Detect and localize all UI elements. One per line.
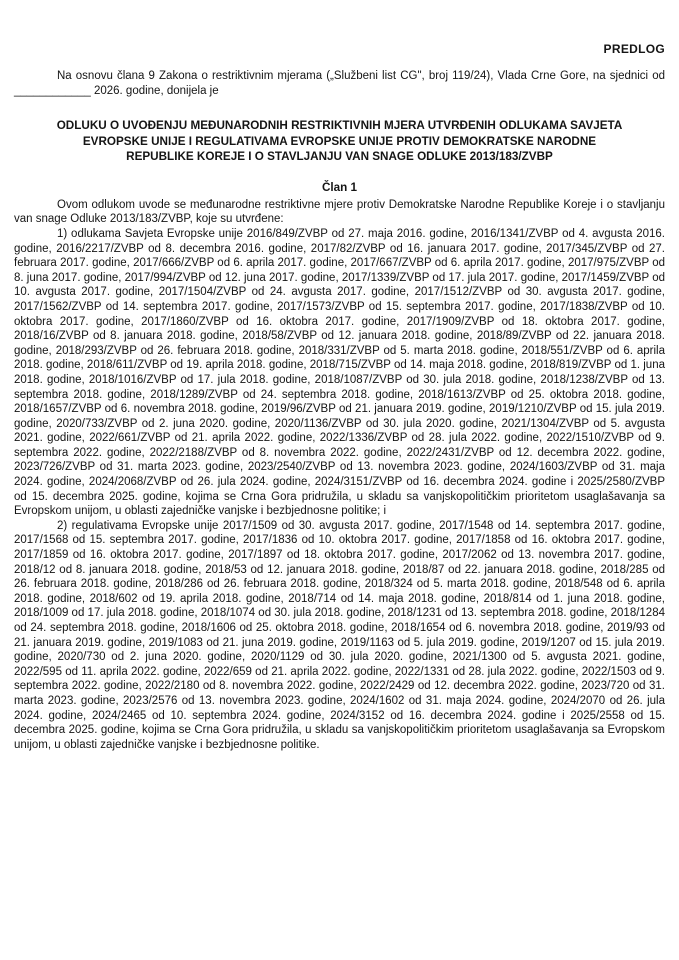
- intro-paragraph: Na osnovu člana 9 Zakona o restriktivnim mjerama („Službeni list CG", broj 119/24), Vlada Crne Gore, na sjednici od ____________ 2026. godine, donijela je: [14, 70, 665, 97]
- lead-paragraph: Ovom odlukom uvode se međunarodne restriktivne mjere protiv Demokratske Narodne Republike Koreje i o stavljanju van snage Odluke 2013/183/ZVBP, koje su utvrđene:: [14, 198, 665, 226]
- document-title-line-2: EVROPSKE UNIJE I REGULATIVAMA EVROPSKE UNIJE PROTIV DEMOKRATSKE NARODNE: [82, 134, 597, 148]
- document-title-line-3: REPUBLIKE KOREJE I O STAVLJANJU VAN SNAGE ODLUKE 2013/183/ZVBP: [126, 150, 553, 164]
- document-tag: PREDLOG: [603, 42, 665, 56]
- item-2-paragraph: 2) regulativama Evropske unije 2017/1509 od 30. avgusta 2017. godine, 2017/1548 od 14. septembra 2017. godine, 2017/1568 od 15. septembra 2017. godine, 2017/1836 od 10. oktobra 2017. godine, 2017/1858 od 16. oktobra 2017. godine, 2017/1859 od 16. oktobra 2017. godine, 2017/1897 od 18. oktobra 2017. godine, 2017/2062 od 13. novembra 2017. godine, 2018/12 od 8. januara 2018. godine, 2018/53 od 12. januara 2018. godine, 2018/87 od 22. januara 2018. godine, 2018/285 od 26. februara 2018. godine, 2018/286 od 26. februara 2018. godine, 2018/324 od 5. marta 2018. godine, 2018/548 od 6. aprila 2018. godine, 2018/602 od 19. aprila 2018. godine, 2018/714 od 14. maja 2018. godine, 2018/814 od 1. juna 2018. godine, 2018/1009 od 17. jula 2018. godine, 2018/1074 od 30. jula 2018. godine, 2018/1231 od 13. septembra 2018. godine, 2018/1284 od 24. septembra 2018. godine, 2018/1606 od 25. oktobra 2018. godine, 2018/1654 od 6. novembra 2018. godine, 2019/93 od 21. januara 2019. godine, 2019/1083 od 21. juna 2019. godine, 2019/1163 od 5. jula 2019. godine, 2019/1207 od 15. jula 2019. godine, 2020/730 od 2. juna 2020. godine, 2020/1129 od 30. jula 2020. godine, 2021/1300 od 5. avgusta 2021. godine, 2022/595 od 11. aprila 2022. godine, 2022/659 od 21. aprila 2022. godine, 2022/1331 od 28. jula 2022. godine, 2022/1503 od 9. septembra 2022. godine, 2022/2180 od 8. novembra 2022. godine, 2022/2429 od 12. decembra 2022. godine, 2023/720 od 31. marta 2023. godine, 2023/2576 od 13. novembra 2023. godine, 2024/1602 od 31. maja 2024. godine, 2024/2070 od 26. jula 2024. godine, 2024/2465 od 10. septembra 2024. godine, 2024/3152 od 16. decembra 2024. godine i 2025/2558 od 15. decembra 2025. godine, kojima se Crna Gora pridružila, u skladu sa vanjskopolitičkim prioritetom usaglašavanja sa Evropskom unijom, u oblasti zajedničke vanjske i bezbjednosne politike.: [14, 519, 665, 751]
- article-heading: Član 1: [321, 180, 358, 194]
- item-1-paragraph: 1) odlukama Savjeta Evropske unije 2016/849/ZVBP od 27. maja 2016. godine, 2016/1341/ZVBP od 4. avgusta 2016. godine, 2016/2217/ZVBP od 8. decembra 2016. godine, 2017/82/ZVBP od 16. januara 2017. godine, 2017/345/ZVBP od 27. februara 2017. godine, 2017/666/ZVBP od 6. aprila 2017. godine, 2017/667/ZVBP od 6. aprila 2017. godine, 2017/975/ZVBP od 8. juna 2017. godine, 2017/994/ZVBP od 12. juna 2017. godine, 2017/1339/ZVBP od 17. jula 2017. godine, 2017/1459/ZVBP od 10. avgusta 2017. godine, 2017/1504/ZVBP od 24. avgusta 2017. godine, 2017/1512/ZVBP od 30. avgusta 2017. godine, 2017/1562/ZVBP od 14. septembra 2017. godine, 2017/1573/ZVBP od 15. septembra 2017. godine, 2017/1838/ZVBP od 10. oktobra 2017. godine, 2017/1860/ZVBP od 16. oktobra 2017. godine, 2017/1909/ZVBP od 18. oktobra 2017. godine, 2018/16/ZVBP od 8. januara 2018. godine, 2018/58/ZVBP od 12. januara 2018. godine, 2018/89/ZVBP od 22. januara 2018. godine, 2018/293/ZVBP od 26. februara 2018. godine, 2018/331/ZVBP od 5. marta 2018. godine, 2018/551/ZVBP od 6. aprila 2018. godine, 2018/611/ZVBP od 19. aprila 2018. godine, 2018/715/ZVBP od 14. maja 2018. godine, 2018/819/ZVBP od 1. juna 2018. godine, 2018/1016/ZVBP od 17. jula 2018. godine, 2018/1087/ZVBP od 30. jula 2018. godine, 2018/1238/ZVBP od 13. septembra 2018. godine, 2018/1289/ZVBP od 24. septembra 2018. godine, 2018/1613/ZVBP od 25. oktobra 2018. godine, 2018/1657/ZVBP od 6. novembra 2018. godine, 2019/96/ZVBP od 21. januara 2019. godine, 2019/1210/ZVBP od 15. jula 2019. godine, 2020/733/ZVBP od 2. juna 2020. godine, 2020/1136/ZVBP od 30. jula 2020. godine, 2021/1304/ZVBP od 5. avgusta 2021. godine, 2022/661/ZVBP od 21. aprila 2022. godine, 2022/1336/ZVBP od 28. jula 2022. godine, 2022/1510/ZVBP od 9. septembra 2022. godine, 2022/2188/ZVBP od 8. novembra 2022. godine, 2022/2431/ZVBP od 12. decembra 2022. godine, 2023/726/ZVBP od 31. marta 2023. godine, 2023/2540/ZVBP od 13. novembra 2023. godine, 2024/1603/ZVBP od 31. maja 2024. godine, 2024/2068/ZVBP od 26. jula 2024. godine, 2024/3151/ZVBP od 16. decembra 2024. godine i 2025/2580/ZVBP od 15. decembra 2025. godine, kojima se Crna Gora pridružila, u skladu sa vanjskopolitičkim prioritetom usaglašavanja sa Evropskom unijom, u oblasti zajedničke vanjske i bezbjednosne politike; i: [14, 227, 665, 518]
- document-title-line-1: ODLUKU O UVOĐENJU MEĐUNARODNIH RESTRIKTIVNIH MJERA UTVRĐENIH ODLUKAMA SAVJETA: [56, 119, 623, 132]
- document-title: [14, 118, 665, 165]
